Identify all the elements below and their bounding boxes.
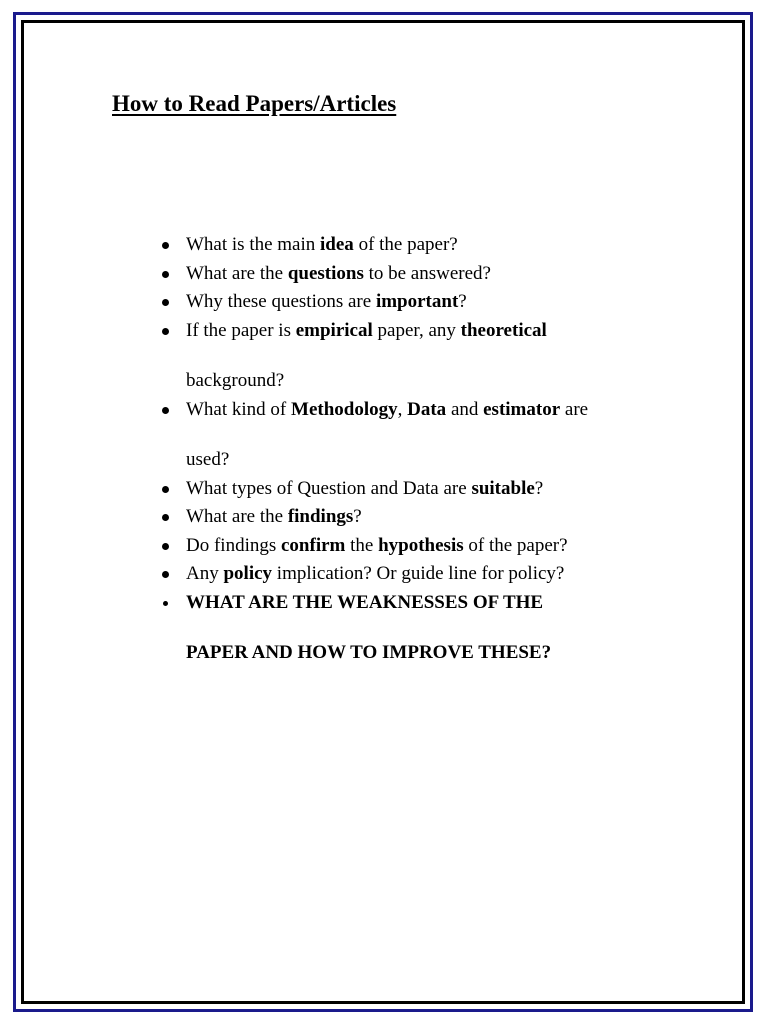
bullet-icon [162,486,169,493]
item-text: What is the main idea of the paper? [186,234,458,255]
bullet-icon [162,242,169,249]
list-item [162,532,702,561]
list-item [162,231,702,260]
item-text: Any policy implication? Or guide line for policy? [186,563,565,584]
list-item [162,589,702,668]
item-text: What types of Question and Data are suitable? [186,477,544,499]
item-text-continued: background? [186,370,285,391]
item-text: Do findings confirm the hypothesis of the paper? [186,534,568,556]
page-title: How to Read Papers/Articles [112,91,397,116]
item-text-continued: PAPER AND HOW TO IMPROVE THESE? [186,642,552,663]
list-item [162,288,702,317]
list-item [162,317,702,396]
item-text: What kind of Methodology, Data and estimator are [186,398,589,420]
bullet-icon [162,271,169,278]
bullet-icon [162,543,169,550]
item-text: What are the findings? [186,506,362,527]
item-text: If the paper is empirical paper, any theoretical [186,319,547,341]
item-text: What are the questions to be answered? [186,262,491,284]
bullet-icon [162,407,169,414]
bullet-icon [162,514,169,521]
list-item [162,503,702,532]
item-text: Why these questions are important? [186,291,467,312]
question-list [162,231,702,668]
item-text: WHAT ARE THE WEAKNESSES OF THE [186,591,544,613]
bullet-icon [163,601,168,606]
bullet-icon [162,571,169,578]
bullet-icon [162,299,169,306]
item-text-continued: used? [186,449,230,470]
bullet-icon [162,328,169,335]
list-item [162,396,702,475]
list-item [162,475,702,504]
list-item [162,560,702,589]
list-item [162,260,702,289]
